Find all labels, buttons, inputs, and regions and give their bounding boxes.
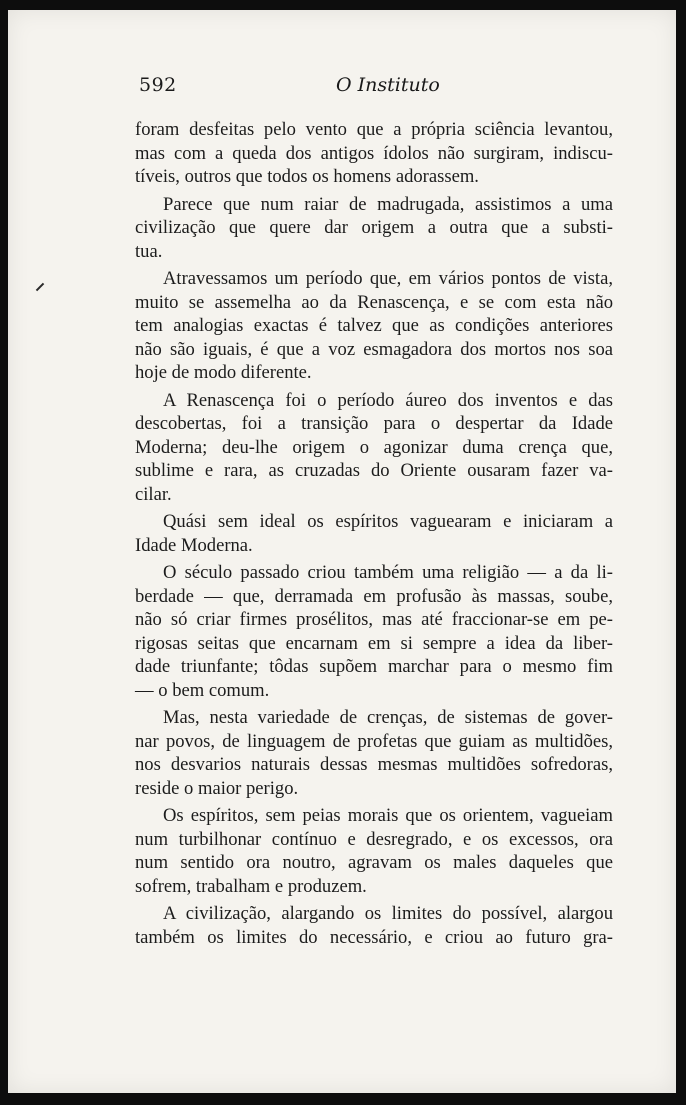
text-line: hoje de modo diferente. bbox=[135, 362, 312, 383]
page-number: 592 bbox=[139, 74, 177, 96]
text-line: A civilização, alargando os limites do possível, alargou bbox=[163, 903, 613, 924]
text-line: cilar. bbox=[135, 483, 172, 505]
text-line: num sentido ora noutro, agravam os males daqueles que bbox=[135, 852, 613, 873]
paragraph bbox=[135, 561, 613, 702]
text-line: Idade Moderna. bbox=[135, 534, 253, 556]
text-line: Atravessamos um período que, em vários pontos de vista, bbox=[163, 268, 613, 289]
text-line: tíveis, outros que todos os homens adorassem. bbox=[135, 166, 479, 187]
paragraph bbox=[135, 510, 613, 557]
text-line: Os espíritos, sem peias morais que os orientem, vagueiam bbox=[163, 805, 613, 826]
text-line: muito se assemelha ao da Renascença, e se com esta não bbox=[135, 291, 613, 313]
text-line: tua. bbox=[135, 240, 163, 262]
text-line: rigosas seitas que encarnam em si sempre a idea da liber- bbox=[135, 632, 613, 654]
paragraph bbox=[135, 267, 613, 385]
text-line: também os limites do necessário, e criou ao futuro gra- bbox=[135, 926, 613, 948]
paragraph bbox=[135, 706, 613, 800]
text-line: Moderna; deu-lhe origem o agonizar duma crença que, bbox=[135, 436, 613, 458]
text-line: reside o maior perigo. bbox=[135, 777, 299, 799]
text-line: O século passado criou também uma religião — a da li- bbox=[163, 562, 613, 583]
text-line: civilização que quere dar origem a outra que a substi- bbox=[135, 217, 613, 238]
text-line: berdade — que, derramada em profusão às massas, soube, bbox=[135, 585, 613, 607]
text-line: tem analogias exactas é talvez que as condições anteriores bbox=[135, 315, 613, 336]
paragraph bbox=[135, 193, 613, 264]
text-line: Parece que num raiar de madrugada, assistimos a uma bbox=[163, 193, 613, 215]
text-line: num turbilhonar contínuo e desregrado, e os excessos, ora bbox=[135, 828, 613, 850]
book-page bbox=[8, 10, 676, 1093]
text-line: Quási sem ideal os espíritos vaguearam e iniciaram a bbox=[163, 511, 613, 532]
text-line: sofrem, trabalham e produzem. bbox=[135, 875, 367, 897]
text-line: foram desfeitas pelo vento que a própria sciência levantou, bbox=[135, 119, 613, 140]
text-body bbox=[135, 118, 613, 953]
text-line: não só criar firmes prosélitos, mas até fraccionar-se em pe- bbox=[135, 609, 613, 630]
text-line: dade triunfante; tôdas supõem marchar para o mesmo fim bbox=[135, 656, 613, 677]
margin-pencil-mark bbox=[36, 283, 44, 291]
paragraph bbox=[135, 389, 613, 507]
text-line: A Renascença foi o período áureo dos inventos e das bbox=[163, 389, 613, 411]
text-line: descobertas, foi a transição para o despertar da Idade bbox=[135, 413, 613, 434]
text-line: — o bem comum. bbox=[135, 679, 270, 701]
text-line: mas com a queda dos antigos ídolos não surgiram, indiscu- bbox=[135, 142, 613, 164]
text-line: nos desvarios naturais dessas mesmas multidões sofredoras, bbox=[135, 754, 613, 775]
text-line: nar povos, de linguagem de profetas que guiam as multidões, bbox=[135, 730, 613, 752]
paragraph bbox=[135, 804, 613, 898]
text-line: não são iguais, é que a voz esmagadora dos mortos nos soa bbox=[135, 338, 613, 360]
text-line: sublime e rara, as cruzadas do Oriente ousaram fazer va- bbox=[135, 460, 613, 481]
text-line: Mas, nesta variedade de crenças, de sistemas de gover- bbox=[163, 707, 613, 728]
paragraph bbox=[135, 118, 613, 189]
journal-title: O Instituto bbox=[336, 74, 440, 96]
paragraph bbox=[135, 902, 613, 949]
